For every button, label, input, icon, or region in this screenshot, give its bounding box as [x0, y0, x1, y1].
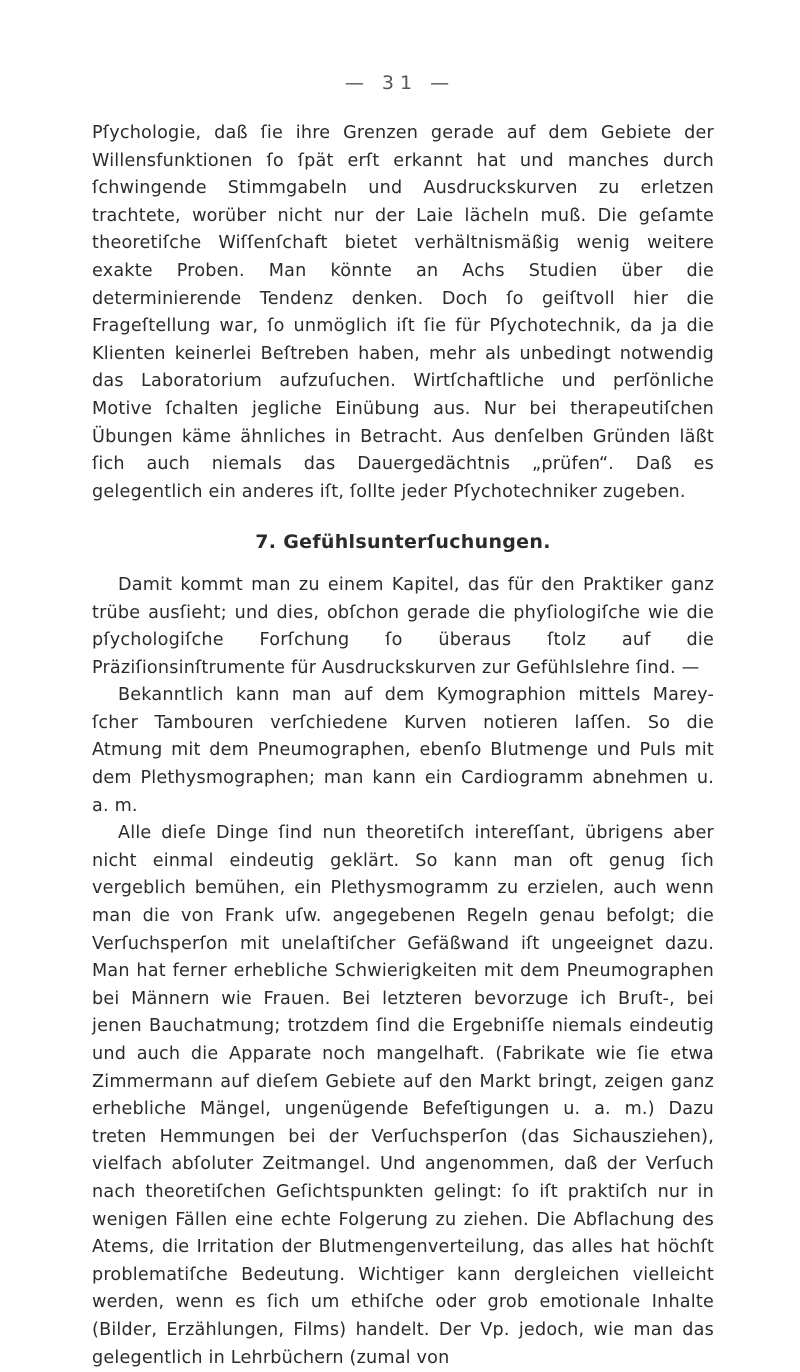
paragraph-continued: Pſychologie, daß ſie ihre Grenzen gerade auf dem Gebiete der Willensfunktionen ſo ſpät erſt erkannt hat und manches durch ſchwingende Stimmgabeln und Ausdruckskurven zu erletzen trachtete, worüber nicht nur der Laie lächeln muß. Die geſamte theoretiſche Wiſſenſchaft bietet verhältnismäßig wenig weitere exakte Proben. Man könnte an Achs Studien über die determinierende Tendenz denken. Doch ſo geiſtvoll hier die Frageſtellung war, ſo unmöglich iſt ſie für Pſychotechnik, da ja die Klienten keinerlei Beſtreben haben, mehr als unbedingt notwendig das Laboratorium aufzuſuchen. Wirtſchaftliche und perſönliche Motive ſchalten jegliche Einübung aus. Nur bei therapeutiſchen Übungen käme ähnliches in Betracht. Aus denſelben Gründen läßt ſich auch niemals das Dauergedächtnis „prüfen“. Daß es gelegentlich ein anderes iſt, ſollte jeder Pſychotechniker zugeben. [92, 123, 714, 502]
paragraph-discussion: Alle dieſe Dinge ſind nun theoretiſch intereſſant, übrigens aber nicht einmal eindeutig geklärt. So kann man oft genug ſich vergeblich bemühen, ein Plethysmogramm zu erzielen, auch wenn man die von Frank uſw. angegebenen Regeln genau befolgt; die Verſuchsperſon mit unelaſtiſcher Gefäßwand iſt ungeeignet dazu. Man hat ferner erhebliche Schwierigkeiten mit dem Pneumographen bei Männern wie Frauen. Bei letzteren bevorzuge ich Bruſt-, bei jenen Bauchatmung; trotzdem ſind die Ergebniſſe niemals eindeutig und auch die Apparate noch mangelhaft. (Fabrikate wie ſie etwa Zimmermann auf dieſem Gebiete auf den Markt bringt, zeigen ganz erhebliche Mängel, ungenügende Befeſtigungen u. a. m.) Dazu treten Hemmungen bei der Verſuchsperſon (das Sichausziehen), vielfach abſoluter Zeitmangel. Und angenommen, daß der Verſuch nach theoretiſchen Geſichtspunkten gelingt: ſo iſt praktiſch nur in wenigen Fällen eine echte Folgerung zu ziehen. Die Abflachung des Atems, die Irritation der Blutmengenverteilung, das alles hat höchſt problematiſche Bedeutung. Wichtiger kann dergleichen vielleicht werden, wenn es ſich um ethiſche oder grob emotionale Inhalte (Bilder, Erzählungen, Films) handelt. Der Vp. jedoch, wie man das gelegentlich in Lehrbüchern (zumal von [92, 823, 714, 1368]
paragraph-intro: Damit kommt man zu einem Kapitel, das für den Praktiker ganz trübe ausſieht; und dies, obſchon gerade die phyſiologiſche wie die pſychologiſche Forſchung ſo überaus ſtolz auf die Präziſionsinſtrumente für Ausdruckskurven zur Gefühlslehre ſind. — [92, 574, 714, 678]
paragraph-kymographion: Bekanntlich kann man auf dem Kymographion mittels Marey-ſcher Tambouren verſchiedene Kurven notieren laſſen. So die Atmung mit dem Pneumographen, ebenſo Blutmenge und Puls mit dem Plethysmographen; man kann ein Cardiogramm abnehmen u. a. m. [92, 685, 714, 816]
section-heading: 7. Gefühlsunterſuchungen. [255, 531, 551, 554]
page-body [92, 120, 714, 1372]
page-number: — 31 — [344, 72, 456, 94]
